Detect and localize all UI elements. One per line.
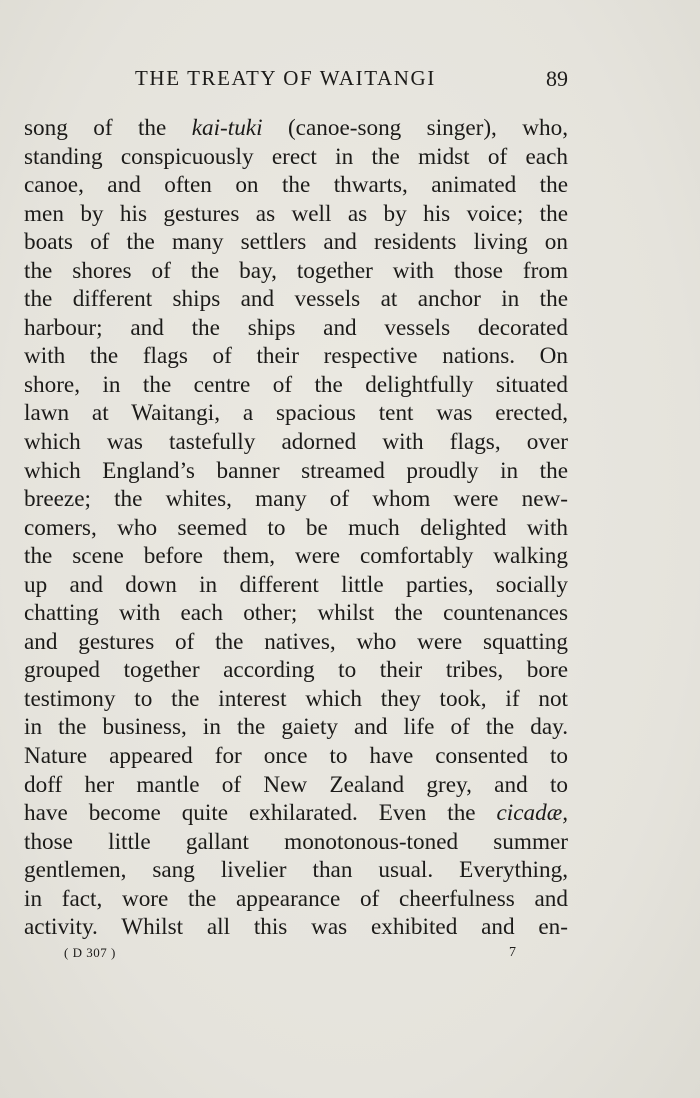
line-text: testimony to the interest which they took, if not: [24, 685, 568, 712]
text-line: [24, 628, 568, 657]
line-text: activity. Whilst all this was exhibited and en-: [24, 914, 568, 941]
line-text: (canoe-song singer), who,: [262, 115, 568, 141]
italic-text: kai-tuki: [191, 115, 263, 141]
line-text: in the business, in the gaiety and life of the day.: [24, 714, 568, 741]
line-text: have become quite exhilarated. Even the: [24, 800, 497, 827]
sheet-number: 7: [509, 945, 516, 960]
italic-text: cicadæ,: [496, 800, 568, 827]
text-line: [24, 885, 568, 914]
text-line: [24, 913, 568, 942]
line-text: and gestures of the natives, who were squatting: [24, 628, 568, 655]
text-line: [24, 656, 568, 685]
text-line: [24, 742, 568, 771]
printer-signature: ( D 307 ): [64, 945, 116, 960]
text-line: [24, 171, 568, 200]
text-line: [24, 771, 568, 800]
text-line: [24, 399, 568, 428]
line-text: men by his gestures as well as by his voice; the: [24, 200, 568, 227]
text-line: [24, 599, 568, 628]
line-text: in fact, wore the appearance of cheerfulness and: [24, 885, 568, 912]
line-text: with the flags of their respective nations. On: [24, 343, 568, 370]
running-title: THE TREATY OF WAITANGI: [135, 66, 436, 90]
line-text: boats of the many settlers and residents living on: [24, 229, 568, 256]
line-text: chatting with each other; whilst the countenances: [24, 600, 568, 627]
text-line: [24, 285, 568, 314]
page-footer: [24, 945, 568, 965]
text-line: [24, 856, 568, 885]
line-text: gentlemen, sang livelier than usual. Everything,: [24, 857, 568, 884]
text-line: [24, 200, 568, 229]
line-text: standing conspicuously erect in the midst of each: [24, 143, 568, 170]
text-line: [24, 428, 568, 457]
line-text: those little gallant monotonous-toned summer: [24, 828, 568, 855]
text-line: [24, 485, 568, 514]
line-text: Nature appeared for once to have consented to: [24, 743, 568, 770]
text-line: [24, 685, 568, 714]
text-line: [24, 371, 568, 400]
line-text: song of the: [24, 115, 192, 141]
text-line: [24, 257, 568, 286]
text-line: [24, 314, 568, 343]
line-text: harbour; and the ships and vessels decorated: [24, 314, 568, 341]
text-line: [24, 342, 568, 371]
line-text: the different ships and vessels at anchor in the: [24, 286, 568, 313]
line-text: the scene before them, were comfortably walking: [24, 543, 568, 570]
text-line: [24, 713, 568, 742]
line-text: doff her mantle of New Zealand grey, and to: [24, 771, 568, 798]
text-line: [24, 228, 568, 257]
line-text: comers, who seemed to be much delighted with: [24, 514, 568, 541]
line-text: breeze; the whites, many of whom were new-: [24, 486, 568, 513]
line-text: lawn at Waitangi, a spacious tent was erected,: [24, 400, 568, 427]
page-header: [24, 66, 568, 98]
line-text: up and down in different little parties, socially: [24, 571, 568, 598]
text-line: [24, 457, 568, 486]
page-number: 89: [546, 66, 568, 91]
line-text: which was tastefully adorned with flags, over: [24, 429, 568, 456]
line-text: canoe, and often on the thwarts, animated the: [24, 172, 568, 199]
text-line: [24, 143, 568, 172]
text-line: [24, 799, 568, 828]
text-line: [24, 828, 568, 857]
text-line: [24, 114, 568, 143]
line-text: grouped together according to their tribes, bore: [24, 657, 568, 684]
text-line: [24, 571, 568, 600]
text-line: [24, 514, 568, 543]
text-line: [24, 542, 568, 571]
line-text: the shores of the bay, together with those from: [24, 257, 568, 284]
line-text: shore, in the centre of the delightfully situated: [24, 371, 568, 398]
line-text: which England’s banner streamed proudly in the: [24, 457, 568, 484]
body-text: [24, 114, 568, 942]
